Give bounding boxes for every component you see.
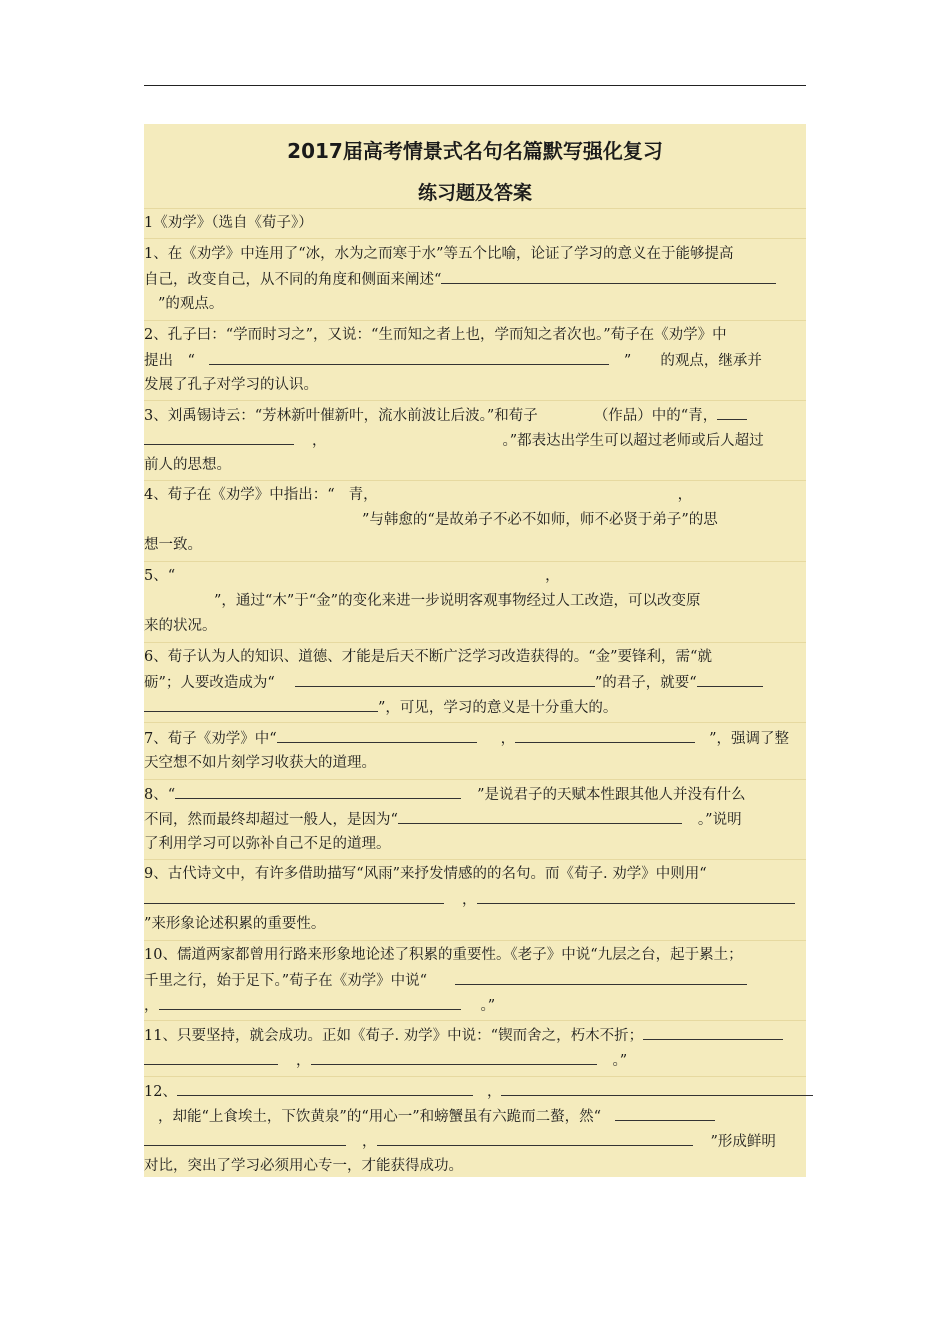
q7-text: ，: [500, 731, 516, 747]
answer-blank[interactable]: [175, 781, 461, 799]
q4-line-1: [144, 482, 692, 508]
q11-text: ，: [296, 1053, 311, 1069]
q2-line-3: 发展了孔子对学习的认识。: [144, 377, 318, 393]
divider: [144, 1020, 806, 1021]
q8-text: 8、“: [144, 787, 176, 803]
q1-line-1: 1、在《劝学》中连用了“冰，水为之而寒于水”等五个比喻，论证了学习的意义在于能够提高: [144, 246, 734, 262]
answer-blank[interactable]: [441, 266, 776, 284]
q12-line-4: 对比，突出了学习必须用心专一，才能获得成功。: [144, 1158, 463, 1174]
divider: [144, 400, 806, 401]
q11-text: 11、只要坚持，就会成功。正如《荀子. 劝学》中说：“锲而舍之，朽木不折；: [144, 1028, 644, 1044]
divider: [144, 722, 806, 723]
q11-line-2: [144, 1047, 627, 1073]
q10-line-3: [144, 992, 495, 1018]
q12-line-3: [144, 1128, 776, 1154]
q2-line-1: 2、孔子曰：“学而时习之”，又说：“生而知之者上也，学而知之者次也。”荀子在《劝学》中: [144, 327, 727, 343]
divider: [144, 1076, 806, 1077]
q8-line-3: 了利用学习可以弥补自己不足的道理。: [144, 836, 391, 852]
q6-line-1: 6、荀子认为人的知识、道德、才能是后天不断广泛学习改造获得的。“金”要锋利，需“就: [144, 649, 712, 665]
q1-text: 自己，改变自己，从不同的角度和侧面来阐述“: [144, 272, 442, 288]
q8-line-2: [144, 806, 742, 832]
q10-line-2: [144, 967, 747, 993]
q5-line-3: 来的状况。: [144, 618, 217, 634]
answer-blank[interactable]: [643, 1022, 783, 1040]
q12-line-1: [144, 1078, 813, 1104]
q2-text: ”: [623, 353, 632, 369]
q6-text: ”的君子，就要“: [594, 675, 697, 691]
answer-blank[interactable]: [144, 694, 378, 712]
q4-line-2: ”与韩愈的“是故弟子不必不如师，师不必贤于弟子”的思: [362, 512, 718, 528]
q8-text: ”是说君子的天赋本性跟其他人并没有什么: [477, 787, 746, 803]
q10-text: ，: [144, 998, 159, 1014]
answer-blank[interactable]: [311, 1047, 597, 1065]
divider: [144, 208, 806, 209]
q3-text: 3、刘禹锡诗云：“芳林新叶催新叶，流水前波让后波。”和荀子: [144, 408, 538, 424]
answer-blank[interactable]: [144, 427, 294, 445]
q1-line-2: [144, 266, 776, 292]
answer-blank[interactable]: [477, 886, 795, 904]
divider: [144, 320, 806, 321]
answer-blank[interactable]: [295, 669, 595, 687]
q9-line-3: ”来形象论述积累的重要性。: [144, 916, 326, 932]
q5-text: ，: [545, 568, 560, 584]
q1-line-3: ”的观点。: [158, 296, 224, 312]
page-subtitle: 练习题及答案: [417, 182, 532, 204]
divider: [144, 859, 806, 860]
q12-text: ，: [362, 1134, 377, 1150]
divider: [144, 561, 806, 562]
answer-blank[interactable]: [615, 1103, 715, 1121]
q6-line-3: [144, 694, 617, 720]
answer-blank[interactable]: [159, 992, 461, 1010]
q4-text: 青，: [348, 487, 378, 503]
q10-text: 千里之行，始于足下。”荀子在《劝学》中说“: [144, 973, 428, 989]
q12-text: 12、: [144, 1084, 177, 1100]
answer-blank[interactable]: [697, 669, 763, 687]
q7-line-2: 天空想不如片刻学习收获大的道理。: [144, 755, 376, 771]
answer-blank[interactable]: [177, 1078, 473, 1096]
q6-text: ”，可见，学习的意义是十分重大的。: [378, 700, 618, 716]
q3-text: 。”都表达出学生可以超过老师或后人超过: [502, 433, 764, 449]
q4-text: ，: [677, 487, 693, 503]
q7-text: 7、荀子《劝学》中“: [144, 731, 277, 747]
q3-text: （作品）中的“青，: [593, 408, 718, 424]
q3-text: ，: [312, 433, 327, 449]
q2-text: 的观点，继承并: [660, 353, 762, 369]
divider: [144, 642, 806, 643]
q11-text: 。”: [612, 1053, 628, 1069]
answer-blank[interactable]: [144, 1047, 278, 1065]
q12-text: ，却能“上食埃土，下饮黄泉”的“用心一”和螃蟹虽有六跪而二螯，然“: [158, 1109, 602, 1125]
answer-blank[interactable]: [455, 967, 747, 985]
section-heading: 1《劝学》（选自《荀子》）: [144, 215, 313, 231]
q3-line-2: [144, 427, 764, 453]
q7-text: ”，强调了整: [709, 731, 790, 747]
page-title: 2017届高考情景式名句名篇默写强化复习: [287, 139, 663, 163]
q9-line-1: 9、古代诗文中，有许多借助描写“风雨”来抒发情感的的名句。而《荀子. 劝学》中则用“: [144, 866, 707, 882]
q3-line-3: 前人的思想。: [144, 457, 231, 473]
divider: [144, 940, 806, 941]
q2-text: 提出 “: [144, 353, 195, 369]
answer-blank[interactable]: [144, 886, 444, 904]
q6-line-2: [144, 669, 763, 695]
q5-text: 5、“: [144, 568, 176, 584]
q5-line-2: ”，通过“木”于“金”的变化来进一步说明客观事物经过人工改造，可以改变原: [214, 593, 701, 609]
q4-text: 4、荀子在《劝学》中指出：“: [144, 487, 335, 503]
divider: [144, 238, 806, 239]
q9-line-2: [144, 886, 795, 912]
answer-blank[interactable]: [515, 725, 695, 743]
exercise-sheet: [144, 124, 806, 1177]
q12-line-2: [158, 1103, 715, 1129]
q9-text: ，: [462, 892, 477, 908]
q8-text: 不同，然而最终却超过一般人，是因为“: [144, 812, 398, 828]
answer-blank[interactable]: [144, 1128, 346, 1146]
answer-blank[interactable]: [209, 347, 609, 365]
q12-text: ”形成鲜明: [710, 1134, 776, 1150]
q10-text: 。”: [480, 998, 496, 1014]
q2-line-2: [144, 347, 762, 373]
divider: [144, 480, 806, 481]
q8-line-1: [144, 781, 746, 807]
answer-blank[interactable]: [277, 725, 477, 743]
q4-line-3: 想一致。: [144, 537, 202, 553]
answer-blank[interactable]: [717, 402, 747, 420]
answer-blank[interactable]: [377, 1128, 693, 1146]
q8-text: 。”说明: [697, 812, 742, 828]
q10-line-1: 10、儒道两家都曾用行路来形象地论述了积累的重要性。《老子》中说“九层之台，起于累土；: [144, 947, 743, 963]
divider: [144, 779, 806, 780]
header-rule: [144, 85, 806, 86]
q6-text: 砺”；人要改造成为“: [144, 675, 275, 691]
answer-blank[interactable]: [501, 1078, 813, 1096]
q5-line-1: [144, 563, 560, 589]
q12-text: ，: [486, 1084, 502, 1100]
q11-line-1: [144, 1022, 783, 1048]
q7-line-1: [144, 725, 789, 751]
q3-line-1: [144, 402, 747, 428]
answer-blank[interactable]: [398, 806, 682, 824]
